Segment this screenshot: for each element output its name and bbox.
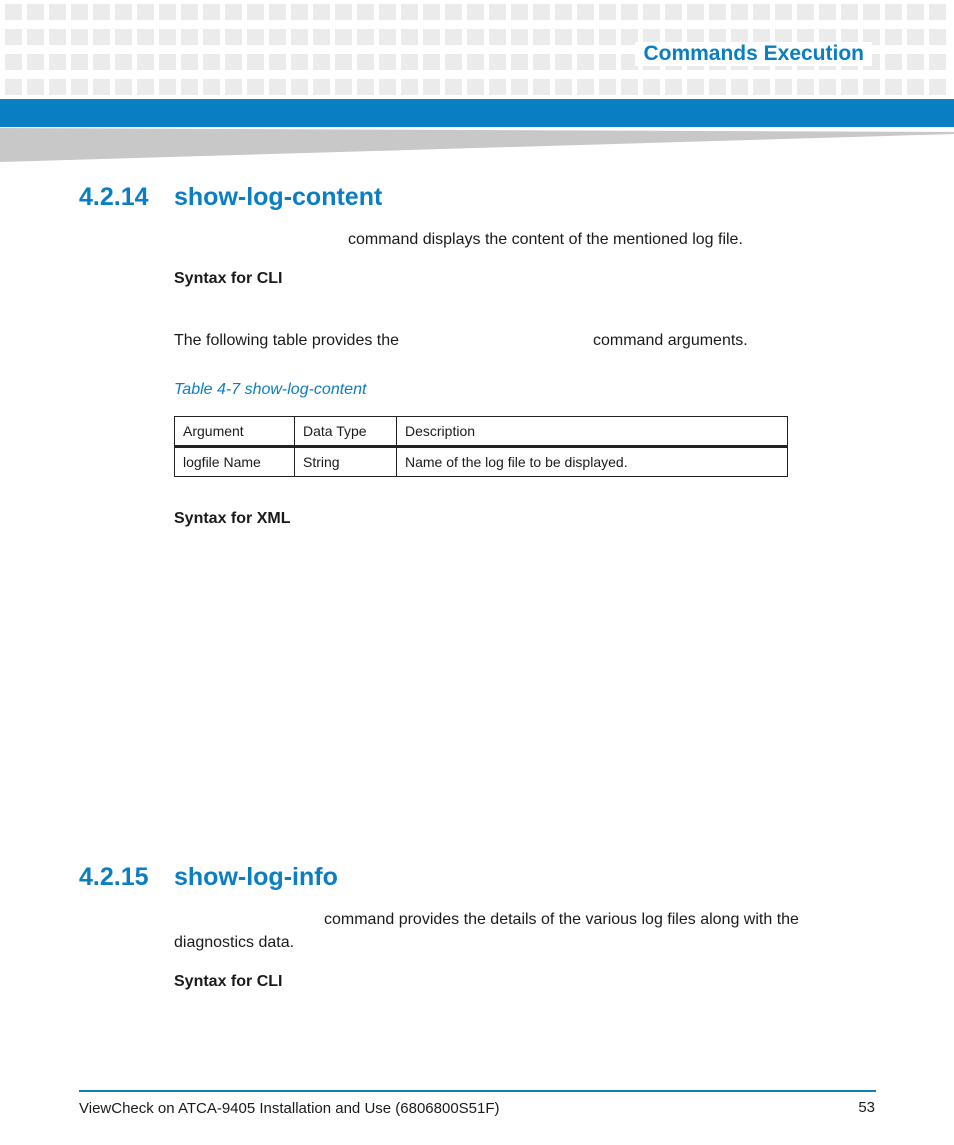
header-pattern-cell — [489, 79, 506, 95]
header-pattern-cell — [445, 4, 462, 20]
header-pattern-cell — [115, 54, 132, 70]
section-intro-line2: diagnostics data. — [174, 934, 295, 951]
header-pattern-cell — [49, 4, 66, 20]
header-pattern-cell — [709, 79, 726, 95]
header-pattern-cell — [335, 54, 352, 70]
header-pattern-cell — [181, 54, 198, 70]
header-pattern-cell — [533, 4, 550, 20]
header-pattern-cell — [71, 79, 88, 95]
header-pattern-cell — [841, 79, 858, 95]
header-pattern-cell — [357, 29, 374, 45]
header-pattern-cell — [269, 29, 286, 45]
section-number: 4.2.14 — [79, 183, 149, 211]
header-pattern-cell — [555, 79, 572, 95]
header-pattern-cell — [401, 4, 418, 20]
header-pattern-cell — [511, 29, 528, 45]
header-pattern-cell — [423, 29, 440, 45]
header-pattern-cell — [907, 54, 924, 70]
header-pattern-cell — [247, 54, 264, 70]
header-pattern-cell — [885, 29, 902, 45]
header-pattern-cell — [797, 4, 814, 20]
header-pattern-cell — [71, 54, 88, 70]
section-title: show-log-info — [174, 863, 338, 891]
header-pattern-cell — [93, 4, 110, 20]
header-pattern-cell — [335, 79, 352, 95]
header-pattern-cell — [247, 29, 264, 45]
header-pattern-cell — [379, 4, 396, 20]
header-pattern-cell — [577, 29, 594, 45]
header-pattern-cell — [885, 79, 902, 95]
header-pattern-cell — [269, 79, 286, 95]
arguments-table — [174, 416, 788, 477]
table-row — [175, 447, 788, 477]
header-pattern-cell — [445, 29, 462, 45]
header-pattern-cell — [665, 4, 682, 20]
header-pattern-cell — [247, 4, 264, 20]
header-pattern-cell — [907, 4, 924, 20]
header-pattern-cell — [335, 29, 352, 45]
header-pattern-cell — [313, 79, 330, 95]
header-pattern-cell — [115, 4, 132, 20]
header-pattern-cell — [137, 29, 154, 45]
header-pattern-cell — [269, 4, 286, 20]
header-pattern-cell — [863, 79, 880, 95]
header-pattern-cell — [115, 79, 132, 95]
header-pattern-cell — [907, 79, 924, 95]
header-pattern-cell — [203, 54, 220, 70]
section-number: 4.2.15 — [79, 863, 149, 891]
header-pattern-cell — [841, 4, 858, 20]
section-title: show-log-content — [174, 183, 383, 211]
header-pattern-cell — [27, 29, 44, 45]
header-pattern-cell — [621, 79, 638, 95]
header-pattern-cell — [203, 79, 220, 95]
header-pattern-cell — [489, 4, 506, 20]
syntax-cli-label: Syntax for CLI — [174, 973, 283, 990]
header-pattern-cell — [819, 4, 836, 20]
header-pattern-cell — [577, 54, 594, 70]
header-pattern-cell — [489, 54, 506, 70]
header-pattern-cell — [379, 29, 396, 45]
header-pattern-cell — [313, 4, 330, 20]
table-cell: String — [295, 447, 397, 477]
header-pattern-cell — [5, 54, 22, 70]
header-pattern-cell — [599, 29, 616, 45]
header-pattern-cell — [93, 54, 110, 70]
header-pattern-cell — [599, 54, 616, 70]
header-pattern-cell — [181, 29, 198, 45]
footer-rule — [79, 1090, 876, 1092]
header-pattern-cell — [599, 4, 616, 20]
header-pattern-cell — [621, 4, 638, 20]
header-pattern-cell — [27, 4, 44, 20]
syntax-xml-label: Syntax for XML — [174, 510, 291, 527]
header-pattern-cell — [423, 54, 440, 70]
table-caption: Table 4-7 show-log-content — [174, 381, 367, 398]
header-pattern-cell — [401, 79, 418, 95]
table-header-cell: Argument — [175, 417, 295, 447]
header-pattern-cell — [137, 4, 154, 20]
header-pattern-cell — [423, 79, 440, 95]
header-pattern-cell — [335, 4, 352, 20]
header-pattern-cell — [291, 29, 308, 45]
header-pattern-cell — [489, 29, 506, 45]
header-pattern-cell — [357, 4, 374, 20]
header-pattern-cell — [445, 54, 462, 70]
header-pattern-cell — [291, 4, 308, 20]
header-pattern-cell — [49, 29, 66, 45]
table-header-cell: Data Type — [295, 417, 397, 447]
header-pattern-cell — [665, 79, 682, 95]
header-pattern-cell — [49, 54, 66, 70]
header-pattern-cell — [467, 4, 484, 20]
header-pattern-cell — [885, 4, 902, 20]
header-pattern-cell — [5, 79, 22, 95]
header-pattern-cell — [357, 54, 374, 70]
header-pattern-cell — [885, 54, 902, 70]
header-pattern-cell — [929, 79, 946, 95]
table-cell: Name of the log file to be displayed. — [397, 447, 788, 477]
header-pattern-cell — [555, 4, 572, 20]
header-pattern-cell — [599, 79, 616, 95]
header-pattern-cell — [137, 54, 154, 70]
header-pattern-cell — [159, 29, 176, 45]
header-pattern-cell — [819, 79, 836, 95]
header-blue-bar — [0, 99, 954, 127]
header-pattern-cell — [269, 54, 286, 70]
header-pattern-cell — [225, 54, 242, 70]
header-pattern-cell — [577, 4, 594, 20]
header-pattern-cell — [929, 29, 946, 45]
header-pattern-cell — [533, 79, 550, 95]
header-pattern-cell — [291, 54, 308, 70]
header-pattern-cell — [533, 29, 550, 45]
section-heading-show-log-content — [79, 183, 382, 212]
header-pattern-cell — [797, 79, 814, 95]
section-intro-line1: command provides the details of the various log files along with the — [324, 911, 799, 928]
header-pattern-cell — [467, 54, 484, 70]
header-pattern-cell — [423, 4, 440, 20]
header-pattern-cell — [709, 4, 726, 20]
header-pattern-cell — [71, 29, 88, 45]
header-pattern-cell — [643, 4, 660, 20]
header-pattern-cell — [357, 79, 374, 95]
header-pattern-cell — [379, 54, 396, 70]
header-pattern-cell — [401, 54, 418, 70]
header-pattern-cell — [511, 54, 528, 70]
header-pattern-cell — [159, 54, 176, 70]
table-intro-end: command arguments. — [593, 332, 748, 349]
header-pattern-cell — [5, 4, 22, 20]
header-pattern-cell — [643, 79, 660, 95]
header-pattern-cell — [929, 4, 946, 20]
header-pattern-cell — [467, 29, 484, 45]
header-title: Commands Execution — [635, 42, 872, 66]
header-pattern-cell — [511, 4, 528, 20]
header-gray-wedge — [0, 128, 954, 164]
header-pattern-cell — [445, 79, 462, 95]
header-pattern-cell — [27, 79, 44, 95]
header-pattern-cell — [731, 79, 748, 95]
header-pattern-cell — [775, 79, 792, 95]
header-pattern-cell — [929, 54, 946, 70]
header-pattern-cell — [379, 79, 396, 95]
header-pattern-cell — [71, 4, 88, 20]
footer-doc-title: ViewCheck on ATCA-9405 Installation and Use (6806800S51F) — [79, 1100, 500, 1117]
header-pattern-cell — [731, 4, 748, 20]
header-pattern-cell — [159, 4, 176, 20]
header-pattern-cell — [313, 54, 330, 70]
header-pattern-cell — [555, 29, 572, 45]
header-pattern-cell — [203, 4, 220, 20]
header-pattern-cell — [203, 29, 220, 45]
header-pattern-cell — [27, 54, 44, 70]
header-pattern-cell — [181, 4, 198, 20]
table-cell: logfile Name — [175, 447, 295, 477]
header-pattern-cell — [577, 79, 594, 95]
header-pattern-cell — [555, 54, 572, 70]
header-pattern-cell — [225, 4, 242, 20]
header-pattern-cell — [225, 79, 242, 95]
header-pattern-cell — [687, 79, 704, 95]
header-pattern-cell — [49, 79, 66, 95]
header-pattern-cell — [687, 4, 704, 20]
header-pattern-cell — [115, 29, 132, 45]
header-pattern-cell — [753, 79, 770, 95]
header-pattern-cell — [775, 4, 792, 20]
section-intro: command displays the content of the mentioned log file. — [348, 231, 743, 248]
header-pattern-cell — [753, 4, 770, 20]
table-intro-start: The following table provides the — [174, 332, 400, 349]
syntax-cli-label: Syntax for CLI — [174, 270, 283, 287]
header-pattern-cell — [313, 29, 330, 45]
header-pattern-cell — [225, 29, 242, 45]
header-pattern-cell — [863, 4, 880, 20]
header-pattern-cell — [93, 79, 110, 95]
header-pattern-cell — [291, 79, 308, 95]
table-header-row — [175, 417, 788, 447]
header-pattern-cell — [247, 79, 264, 95]
header-pattern-cell — [159, 79, 176, 95]
header-pattern-cell — [93, 29, 110, 45]
footer-page-number: 53 — [858, 1099, 875, 1116]
table-header-cell: Description — [397, 417, 788, 447]
header-pattern-cell — [533, 54, 550, 70]
header-pattern-cell — [401, 29, 418, 45]
section-heading-show-log-info — [79, 863, 338, 892]
header-pattern-cell — [137, 79, 154, 95]
header-pattern-cell — [511, 79, 528, 95]
header-pattern-cell — [181, 79, 198, 95]
header-pattern-cell — [5, 29, 22, 45]
header-pattern-cell — [467, 79, 484, 95]
header-pattern-cell — [907, 29, 924, 45]
